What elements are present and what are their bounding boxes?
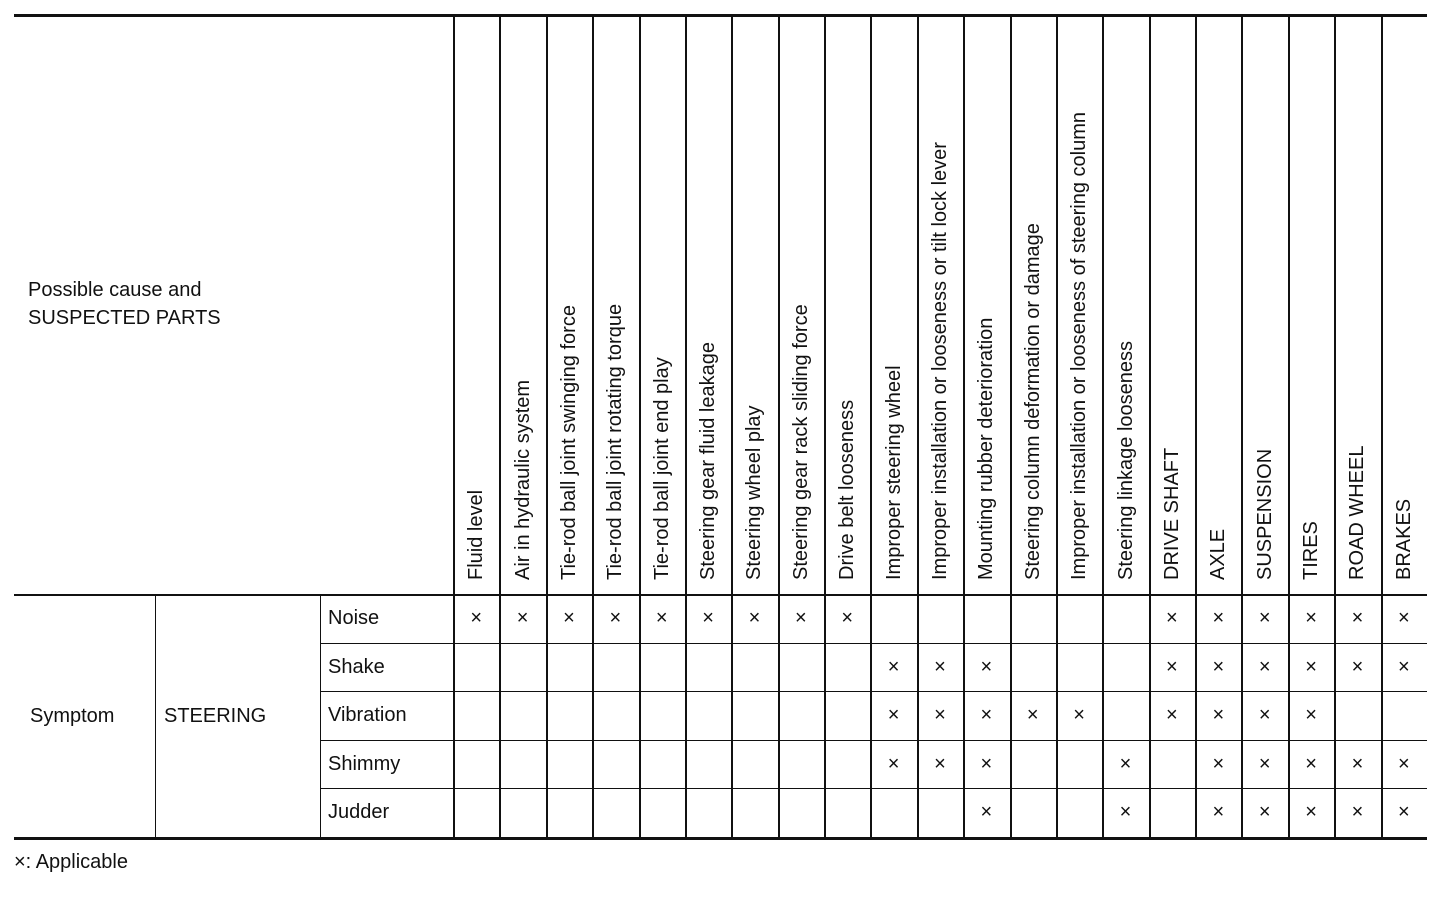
- applicable-mark: ×: [1258, 655, 1271, 678]
- column-header: Tie-rod ball joint swinging force: [557, 305, 580, 580]
- column-header: Tie-rod ball joint rotating torque: [604, 303, 627, 580]
- applicable-mark: ×: [980, 801, 993, 823]
- top-rule: [14, 14, 1427, 17]
- column-divider: [1010, 14, 1012, 837]
- column-divider: [1149, 14, 1151, 837]
- applicable-mark: ×: [1305, 655, 1317, 678]
- column-divider: [639, 14, 641, 837]
- symptom-row-label: Noise: [328, 607, 380, 629]
- column-header: Mounting rubber deterioration: [975, 317, 998, 580]
- applicable-mark: ×: [887, 655, 900, 678]
- row-divider: [320, 788, 1427, 789]
- applicable-mark: ×: [1212, 607, 1225, 629]
- column-divider: [1195, 14, 1197, 837]
- column-header: Improper installation or looseness of steering column: [1068, 111, 1091, 580]
- applicable-mark: ×: [1166, 704, 1178, 726]
- applicable-mark: ×: [748, 607, 761, 629]
- column-divider: [499, 14, 501, 837]
- applicable-mark: ×: [1026, 704, 1039, 726]
- applicable-mark: ×: [1212, 704, 1225, 726]
- column-header: AXLE: [1207, 528, 1230, 580]
- column-header: Improper steering wheel: [882, 365, 905, 580]
- applicable-mark: ×: [655, 607, 668, 629]
- symptom-row-label: Judder: [328, 801, 390, 823]
- applicable-mark: ×: [1397, 752, 1410, 775]
- symptom-row-label: Shake: [328, 655, 385, 678]
- applicable-mark: ×: [1258, 752, 1271, 775]
- column-header: Air in hydraulic system: [511, 379, 534, 580]
- column-header: BRAKES: [1392, 498, 1415, 580]
- applicable-mark: ×: [795, 607, 807, 629]
- column-header: Improper installation or looseness or tilt lock lever: [929, 142, 951, 580]
- column-header: Tie-rod ball joint end play: [650, 357, 673, 580]
- applicable-mark: ×: [1305, 607, 1317, 629]
- applicable-mark: ×: [980, 655, 993, 678]
- applicable-mark: ×: [887, 704, 900, 726]
- header-line-1: Possible cause and: [28, 279, 202, 301]
- column-divider: [592, 14, 594, 837]
- applicable-mark: ×: [1258, 607, 1271, 629]
- applicable-mark: ×: [934, 704, 946, 726]
- column-divider: [870, 14, 872, 837]
- legend: ×: Applicable: [14, 851, 128, 873]
- category-divider: [320, 594, 321, 837]
- applicable-mark: ×: [934, 655, 946, 678]
- header-line-2: SUSPECTED PARTS: [28, 307, 221, 329]
- column-header: Steering wheel play: [743, 405, 766, 580]
- column-header: Steering gear rack sliding force: [789, 304, 812, 580]
- column-divider: [1381, 14, 1383, 837]
- symptom-row-label: Vibration: [328, 704, 407, 726]
- applicable-mark: ×: [841, 607, 854, 629]
- steering-label: STEERING: [164, 705, 267, 727]
- applicable-mark: ×: [980, 752, 993, 775]
- applicable-mark: ×: [887, 752, 900, 775]
- applicable-mark: ×: [1397, 655, 1410, 678]
- column-header: ROAD WHEEL: [1346, 445, 1369, 580]
- column-divider: [1056, 14, 1058, 837]
- row-divider: [320, 740, 1427, 741]
- column-header: SUSPENSION: [1253, 448, 1276, 580]
- column-header: Steering linkage looseness: [1114, 340, 1137, 580]
- applicable-mark: ×: [1166, 607, 1178, 629]
- column-divider: [917, 14, 919, 837]
- applicable-mark: ×: [702, 607, 714, 629]
- applicable-mark: ×: [1305, 704, 1317, 726]
- troubleshooting-table: [14, 14, 1427, 841]
- applicable-mark: ×: [1305, 752, 1317, 775]
- column-divider: [778, 14, 780, 837]
- applicable-mark: ×: [1351, 655, 1364, 678]
- column-divider: [963, 14, 965, 837]
- symptom-label: Symptom: [30, 705, 115, 727]
- bottom-rule: [14, 837, 1427, 840]
- applicable-mark: ×: [470, 607, 483, 629]
- column-divider: [1241, 14, 1243, 837]
- column-header: Steering column deformation or damage: [1021, 223, 1044, 580]
- row-divider: [320, 691, 1427, 692]
- applicable-mark: ×: [563, 607, 575, 629]
- header-bottom-rule: [14, 594, 1427, 596]
- column-header: Drive belt looseness: [836, 399, 859, 580]
- column-divider: [453, 14, 455, 837]
- column-header: Fluid level: [465, 489, 488, 580]
- applicable-mark: ×: [1351, 607, 1364, 629]
- column-divider: [731, 14, 733, 837]
- applicable-mark: ×: [934, 752, 946, 775]
- column-divider: [685, 14, 687, 837]
- applicable-mark: ×: [516, 607, 529, 629]
- applicable-mark: ×: [609, 607, 622, 629]
- applicable-mark: ×: [1166, 655, 1178, 678]
- applicable-mark: ×: [1351, 752, 1364, 775]
- applicable-mark: ×: [1258, 704, 1271, 726]
- symptom-divider: [155, 594, 156, 837]
- applicable-mark: ×: [1212, 655, 1225, 678]
- applicable-mark: ×: [1258, 801, 1271, 823]
- applicable-mark: ×: [1212, 801, 1225, 823]
- applicable-mark: ×: [980, 704, 993, 726]
- column-header: TIRES: [1300, 521, 1323, 580]
- applicable-mark: ×: [1397, 607, 1410, 629]
- column-divider: [1334, 14, 1336, 837]
- applicable-mark: ×: [1351, 801, 1364, 823]
- applicable-mark: ×: [1305, 801, 1317, 823]
- symptom-row-label: Shimmy: [328, 752, 401, 775]
- applicable-mark: ×: [1212, 752, 1225, 775]
- column-divider: [546, 14, 548, 837]
- applicable-mark: ×: [1119, 752, 1132, 775]
- column-divider: [1288, 14, 1290, 837]
- column-header: DRIVE SHAFT: [1160, 447, 1183, 580]
- applicable-mark: ×: [1073, 704, 1085, 726]
- row-divider: [320, 643, 1427, 644]
- applicable-mark: ×: [1397, 801, 1410, 823]
- column-divider: [1102, 14, 1104, 837]
- column-header: Steering gear fluid leakage: [697, 342, 720, 580]
- column-divider: [824, 14, 826, 837]
- applicable-mark: ×: [1119, 801, 1132, 823]
